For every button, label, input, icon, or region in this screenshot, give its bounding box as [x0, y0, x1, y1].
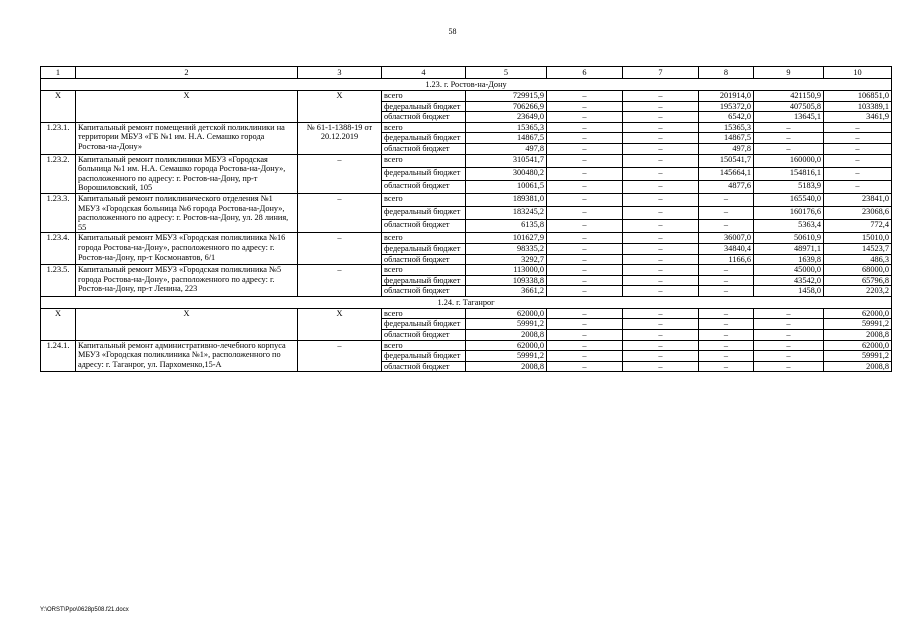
column-number-row	[41, 67, 892, 79]
value-cell: –	[623, 112, 699, 123]
value-cell: –	[547, 308, 623, 319]
value-cell: –	[699, 207, 754, 220]
item-number: X	[41, 91, 76, 123]
value-cell: –	[547, 243, 623, 254]
item-document: –	[298, 193, 382, 232]
funding-source-label: федеральный бюджет	[382, 319, 466, 330]
value-cell: 43542,0	[754, 275, 824, 286]
value-cell: –	[699, 330, 754, 341]
funding-source-label: областной бюджет	[382, 112, 466, 123]
value-cell: –	[623, 330, 699, 341]
value-cell: –	[547, 193, 623, 206]
value-cell: 300480,2	[466, 167, 547, 180]
value-cell: –	[547, 154, 623, 167]
item-number: 1.23.2.	[41, 154, 76, 193]
value-cell: 2008,8	[824, 330, 892, 341]
value-cell: –	[699, 361, 754, 372]
table-row	[41, 340, 892, 351]
value-cell: 165540,0	[754, 193, 824, 206]
value-cell: –	[547, 286, 623, 297]
value-cell: –	[824, 133, 892, 144]
funding-source-label: федеральный бюджет	[382, 133, 466, 144]
value-cell: 497,8	[699, 143, 754, 154]
value-cell: 2008,8	[466, 361, 547, 372]
value-cell: 407505,8	[754, 101, 824, 112]
item-document: X	[298, 308, 382, 340]
value-cell: 15365,3	[699, 122, 754, 133]
value-cell: 15010,0	[824, 233, 892, 244]
item-number: 1.23.4.	[41, 233, 76, 265]
value-cell: –	[547, 143, 623, 154]
value-cell: 729915,9	[466, 91, 547, 102]
value-cell: –	[547, 265, 623, 276]
value-cell: 103389,1	[824, 101, 892, 112]
value-cell: 2008,8	[466, 330, 547, 341]
funding-source-label: областной бюджет	[382, 254, 466, 265]
value-cell: –	[547, 330, 623, 341]
value-cell: 4877,6	[699, 180, 754, 193]
value-cell: 154816,1	[754, 167, 824, 180]
value-cell: –	[623, 143, 699, 154]
item-document: –	[298, 233, 382, 265]
value-cell: –	[623, 133, 699, 144]
value-cell: 68000,0	[824, 265, 892, 276]
value-cell: 160000,0	[754, 154, 824, 167]
column-header: 10	[824, 67, 892, 79]
item-document: № 61-1-1388-19 от 20.12.2019	[298, 122, 382, 154]
section-title: 1.23. г. Ростов-на-Дону	[41, 79, 892, 91]
value-cell: –	[623, 122, 699, 133]
column-header: 3	[298, 67, 382, 79]
value-cell: –	[623, 91, 699, 102]
column-header: 4	[382, 67, 466, 79]
value-cell: 10061,5	[466, 180, 547, 193]
value-cell: 23649,0	[466, 112, 547, 123]
value-cell: 150541,7	[699, 154, 754, 167]
value-cell: –	[699, 340, 754, 351]
item-number: 1.23.5.	[41, 265, 76, 297]
value-cell: –	[754, 351, 824, 362]
value-cell: 201914,0	[699, 91, 754, 102]
value-cell: 62000,0	[824, 308, 892, 319]
value-cell: –	[699, 286, 754, 297]
item-name: Капитальный ремонт поликлинического отделения №1 МБУЗ «Городская больница №6 города Ростова-на-Дону», расположенного по адресу: г. Ростов-на-Дону, ул. 28 линия, 55	[76, 193, 298, 232]
value-cell: –	[699, 193, 754, 206]
value-cell: 160176,6	[754, 207, 824, 220]
funding-source-label: всего	[382, 122, 466, 133]
value-cell: 65796,8	[824, 275, 892, 286]
value-cell: 15365,3	[466, 122, 547, 133]
funding-source-label: областной бюджет	[382, 361, 466, 372]
value-cell: –	[623, 101, 699, 112]
table-row	[41, 308, 892, 319]
item-name: Капитальный ремонт МБУЗ «Городская поликлиника №16 города Ростова-на-Дону», расположенного по адресу: г. Ростов-на-Дону, пр-т Космонавтов, 6/1	[76, 233, 298, 265]
item-name: Капитальный ремонт поликлиники МБУЗ «Городская больница №1 им. Н.А. Семашко города Ростова-на-Дону», расположенного по адресу: г. Ростов-на-Дону, пр-т Ворошиловский, 105	[76, 154, 298, 193]
column-header: 1	[41, 67, 76, 79]
item-name: X	[76, 308, 298, 340]
value-cell: –	[623, 207, 699, 220]
value-cell: 3461,9	[824, 112, 892, 123]
column-header: 6	[547, 67, 623, 79]
value-cell: 14867,5	[466, 133, 547, 144]
value-cell: –	[699, 275, 754, 286]
funding-source-label: всего	[382, 308, 466, 319]
value-cell: –	[623, 319, 699, 330]
value-cell: –	[824, 122, 892, 133]
value-cell: 62000,0	[824, 340, 892, 351]
value-cell: –	[547, 91, 623, 102]
value-cell: 497,8	[466, 143, 547, 154]
funding-source-label: всего	[382, 265, 466, 276]
value-cell: –	[623, 361, 699, 372]
table-row	[41, 233, 892, 244]
value-cell: –	[547, 133, 623, 144]
value-cell: 183245,2	[466, 207, 547, 220]
value-cell: 5183,9	[754, 180, 824, 193]
funding-source-label: областной бюджет	[382, 180, 466, 193]
value-cell: 23068,6	[824, 207, 892, 220]
value-cell: 59991,2	[824, 319, 892, 330]
value-cell: 5363,4	[754, 220, 824, 233]
value-cell: –	[699, 351, 754, 362]
value-cell: –	[754, 122, 824, 133]
item-number: 1.23.1.	[41, 122, 76, 154]
item-number: X	[41, 308, 76, 340]
document-table-wrapper	[40, 66, 889, 602]
value-cell: –	[547, 167, 623, 180]
value-cell: –	[547, 340, 623, 351]
funding-source-label: всего	[382, 193, 466, 206]
value-cell: –	[699, 308, 754, 319]
value-cell: 45000,0	[754, 265, 824, 276]
value-cell: 36007,0	[699, 233, 754, 244]
funding-source-label: всего	[382, 233, 466, 244]
value-cell: 59991,2	[466, 351, 547, 362]
page-number: 58	[448, 27, 457, 36]
value-cell: –	[754, 330, 824, 341]
value-cell: 109338,8	[466, 275, 547, 286]
funding-source-label: всего	[382, 340, 466, 351]
value-cell: –	[623, 351, 699, 362]
value-cell: –	[547, 275, 623, 286]
value-cell: –	[754, 340, 824, 351]
value-cell: –	[547, 112, 623, 123]
value-cell: –	[623, 193, 699, 206]
value-cell: 50610,9	[754, 233, 824, 244]
value-cell: –	[699, 265, 754, 276]
funding-source-label: федеральный бюджет	[382, 275, 466, 286]
table-row	[41, 154, 892, 167]
value-cell: 48971,1	[754, 243, 824, 254]
value-cell: –	[699, 319, 754, 330]
value-cell: –	[754, 361, 824, 372]
funding-source-label: всего	[382, 91, 466, 102]
value-cell: 6542,0	[699, 112, 754, 123]
value-cell: –	[754, 319, 824, 330]
value-cell: –	[623, 254, 699, 265]
item-document: –	[298, 265, 382, 297]
table-row	[41, 91, 892, 102]
value-cell: 1458,0	[754, 286, 824, 297]
table-row	[41, 193, 892, 206]
value-cell: 13645,1	[754, 112, 824, 123]
value-cell: 1166,6	[699, 254, 754, 265]
item-document: –	[298, 154, 382, 193]
value-cell: –	[623, 286, 699, 297]
table-row	[41, 265, 892, 276]
value-cell: –	[547, 180, 623, 193]
value-cell: –	[547, 233, 623, 244]
funding-source-label: областной бюджет	[382, 220, 466, 233]
value-cell: 23841,0	[824, 193, 892, 206]
value-cell: 34840,4	[699, 243, 754, 254]
value-cell: 113000,0	[466, 265, 547, 276]
section-title-row	[41, 296, 892, 308]
value-cell: –	[547, 122, 623, 133]
funding-source-label: федеральный бюджет	[382, 243, 466, 254]
column-header: 5	[466, 67, 547, 79]
value-cell: –	[547, 101, 623, 112]
value-cell: 62000,0	[466, 308, 547, 319]
value-cell: 772,4	[824, 220, 892, 233]
value-cell: –	[754, 133, 824, 144]
value-cell: –	[754, 308, 824, 319]
value-cell: 2203,2	[824, 286, 892, 297]
value-cell: 421150,9	[754, 91, 824, 102]
value-cell: 59991,2	[824, 351, 892, 362]
funding-source-label: федеральный бюджет	[382, 207, 466, 220]
item-name: X	[76, 91, 298, 123]
item-name: Капитальный ремонт МБУЗ «Городская поликлиника №5 города Ростова-на-Дону», расположенного по адресу: г. Ростов-на-Дону, пр-т Ленина, 223	[76, 265, 298, 297]
table-row	[41, 122, 892, 133]
value-cell: –	[824, 167, 892, 180]
column-header: 8	[699, 67, 754, 79]
value-cell: –	[824, 180, 892, 193]
value-cell: 3292,7	[466, 254, 547, 265]
value-cell: –	[824, 154, 892, 167]
value-cell: –	[623, 340, 699, 351]
item-name: Капитальный ремонт помещений детской поликлиники на территории МБУЗ «ГБ №1 им. Н.А. Семашко города Ростова-на-Дону»	[76, 122, 298, 154]
value-cell: –	[547, 220, 623, 233]
column-header: 7	[623, 67, 699, 79]
funding-source-label: федеральный бюджет	[382, 167, 466, 180]
value-cell: –	[699, 220, 754, 233]
item-document: –	[298, 340, 382, 372]
value-cell: 101627,9	[466, 233, 547, 244]
value-cell: 106851,0	[824, 91, 892, 102]
value-cell: –	[623, 308, 699, 319]
value-cell: 2008,8	[824, 361, 892, 372]
value-cell: –	[623, 243, 699, 254]
funding-source-label: областной бюджет	[382, 143, 466, 154]
value-cell: 195372,0	[699, 101, 754, 112]
item-number: 1.24.1.	[41, 340, 76, 372]
funding-source-label: областной бюджет	[382, 330, 466, 341]
value-cell: 3661,2	[466, 286, 547, 297]
value-cell: –	[623, 233, 699, 244]
value-cell: –	[547, 254, 623, 265]
value-cell: 59991,2	[466, 319, 547, 330]
value-cell: 14523,7	[824, 243, 892, 254]
value-cell: –	[623, 180, 699, 193]
value-cell: –	[547, 207, 623, 220]
value-cell: 14867,5	[699, 133, 754, 144]
section-title-row	[41, 79, 892, 91]
column-header: 9	[754, 67, 824, 79]
value-cell: 189381,0	[466, 193, 547, 206]
value-cell: –	[547, 351, 623, 362]
value-cell: 1639,8	[754, 254, 824, 265]
value-cell: 98335,2	[466, 243, 547, 254]
item-number: 1.23.3.	[41, 193, 76, 232]
value-cell: –	[623, 275, 699, 286]
budget-table	[40, 66, 892, 372]
value-cell: 310541,7	[466, 154, 547, 167]
value-cell: –	[824, 143, 892, 154]
value-cell: –	[623, 167, 699, 180]
value-cell: –	[547, 319, 623, 330]
value-cell: –	[623, 220, 699, 233]
item-name: Капитальный ремонт административно-лечебного корпуса МБУЗ «Городская поликлиника №1», расположенного по адресу: г. Таганрог, ул. Пархоменко,15-А	[76, 340, 298, 372]
footer-file-path: Y:\ORST\Ppo\0628p508.f21.docx	[40, 607, 129, 613]
value-cell: –	[623, 154, 699, 167]
value-cell: 706266,9	[466, 101, 547, 112]
funding-source-label: федеральный бюджет	[382, 351, 466, 362]
funding-source-label: областной бюджет	[382, 286, 466, 297]
section-title: 1.24. г. Таганрог	[41, 296, 892, 308]
column-header: 2	[76, 67, 298, 79]
value-cell: 145664,1	[699, 167, 754, 180]
item-document: X	[298, 91, 382, 123]
value-cell: 486,3	[824, 254, 892, 265]
value-cell: 6135,8	[466, 220, 547, 233]
value-cell: –	[547, 361, 623, 372]
funding-source-label: всего	[382, 154, 466, 167]
value-cell: 62000,0	[466, 340, 547, 351]
value-cell: –	[623, 265, 699, 276]
value-cell: –	[754, 143, 824, 154]
funding-source-label: федеральный бюджет	[382, 101, 466, 112]
